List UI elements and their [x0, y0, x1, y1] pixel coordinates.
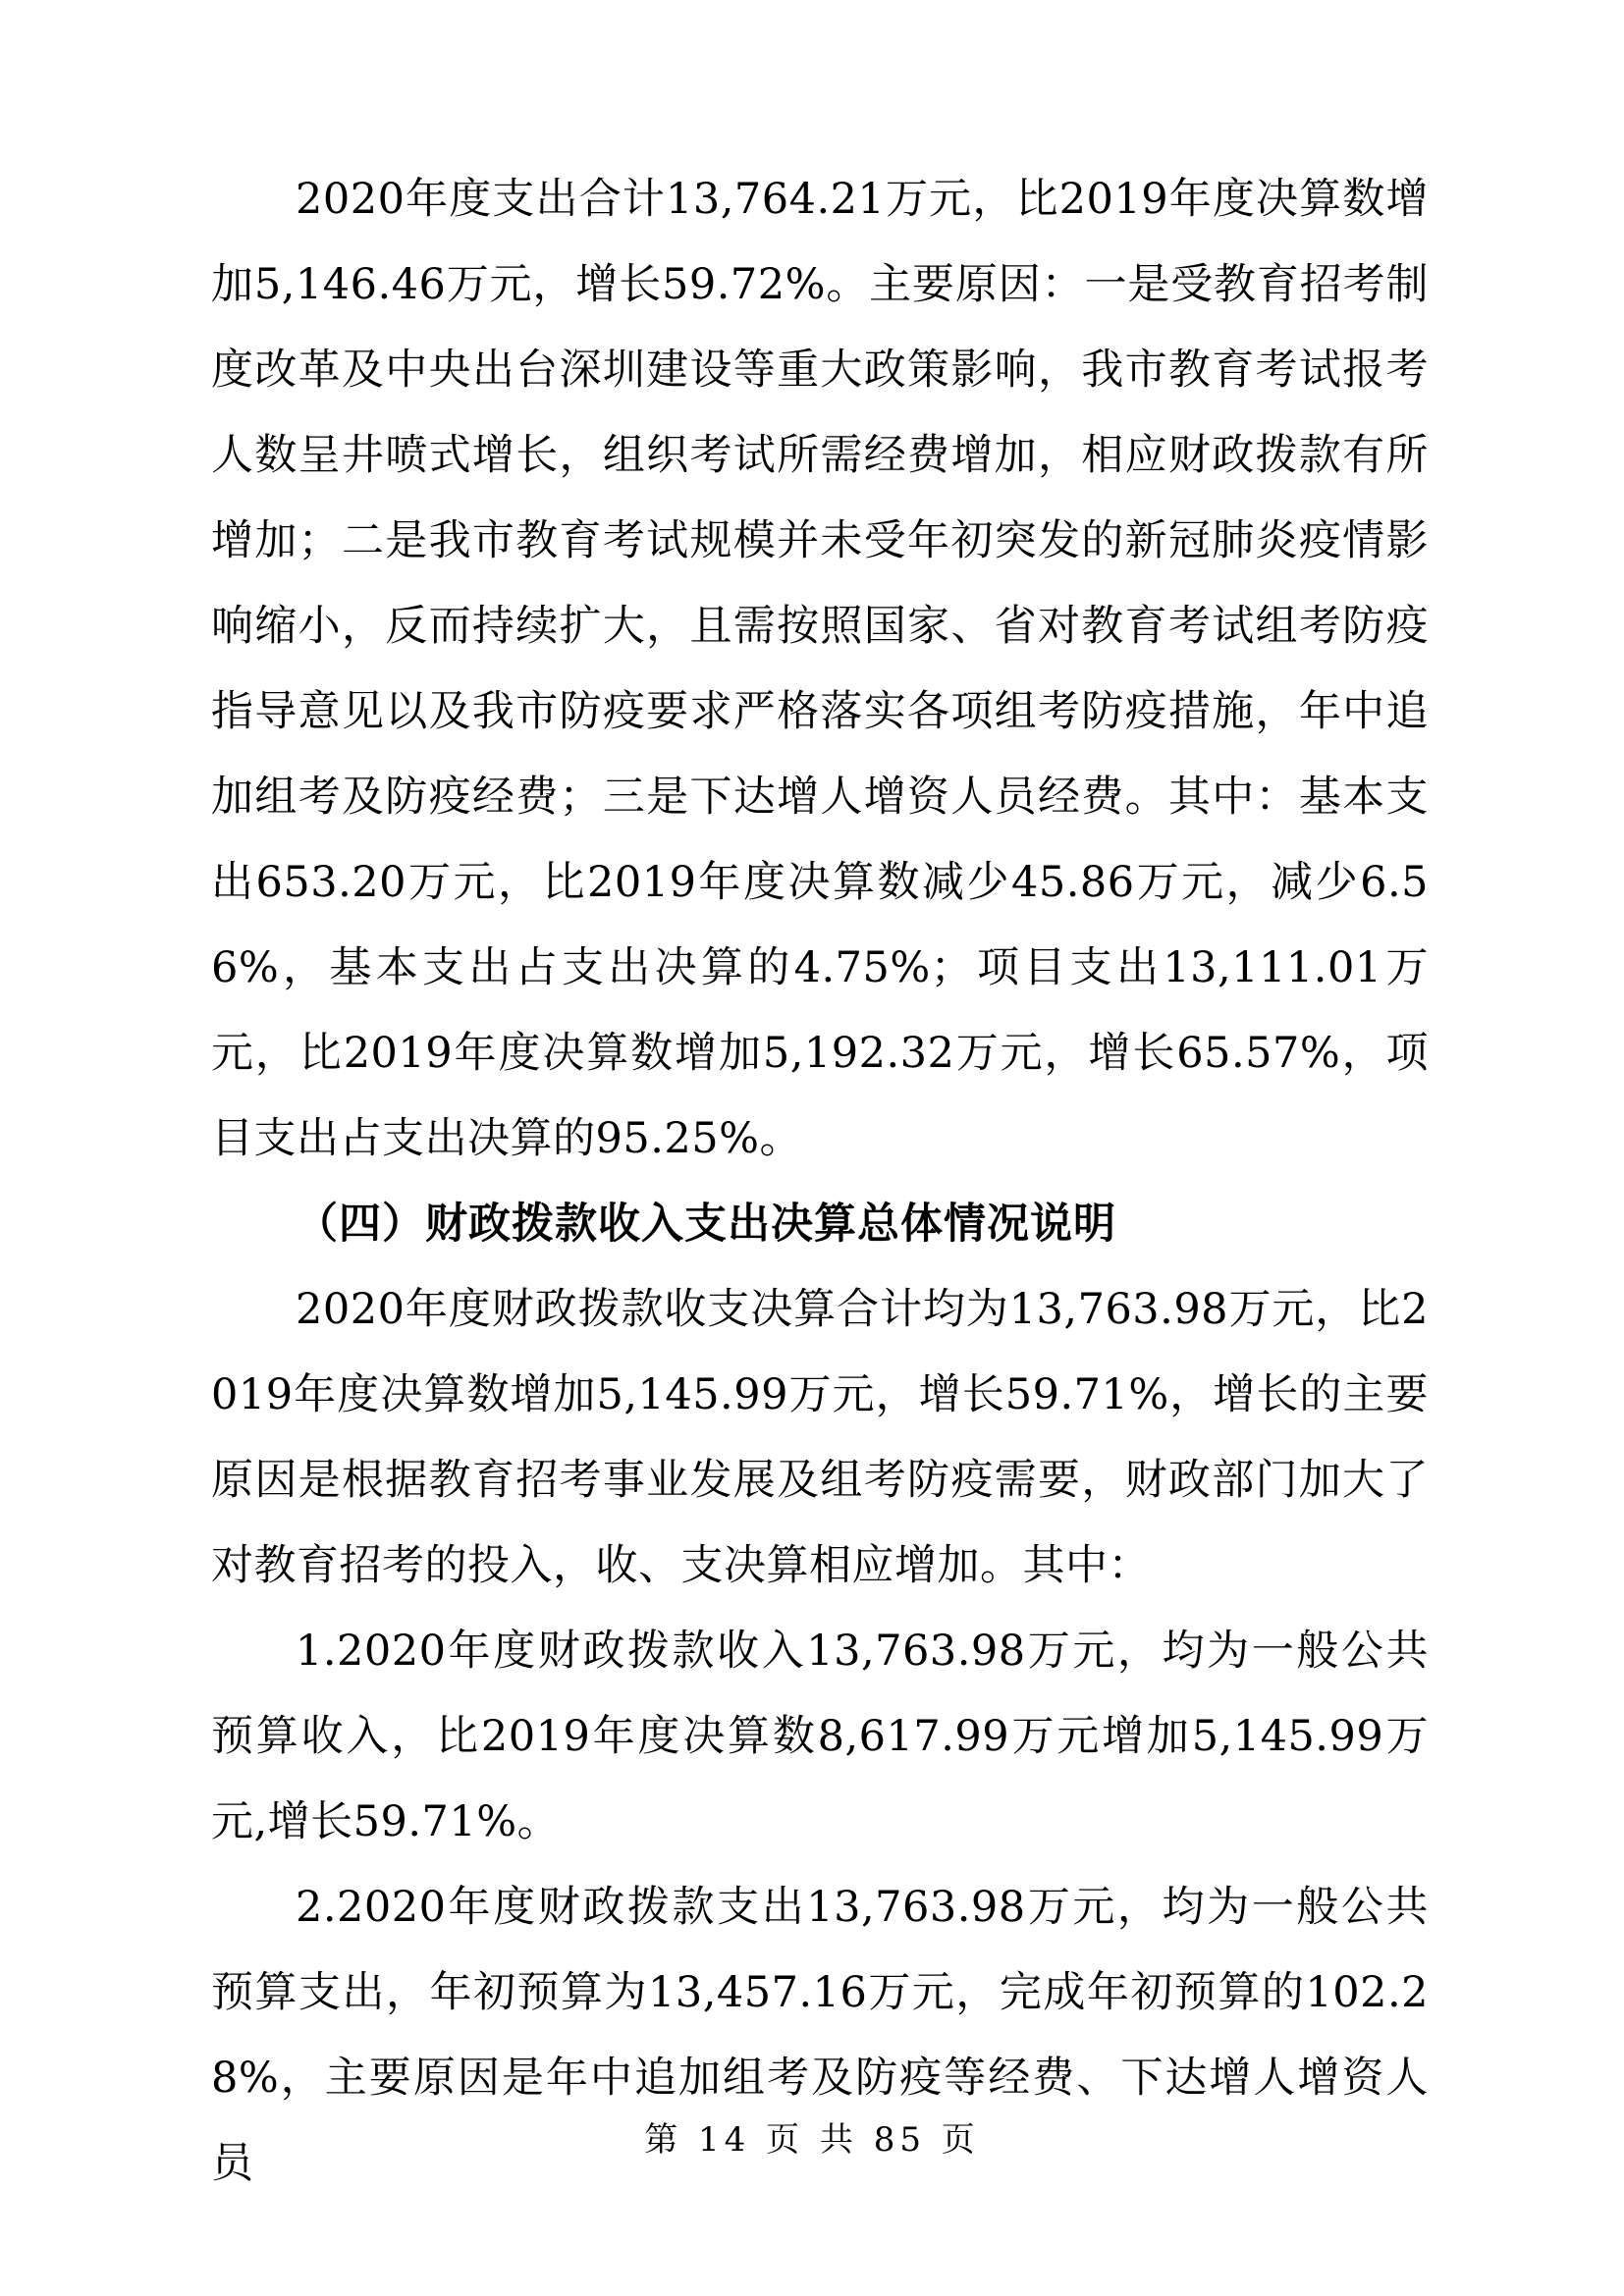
- section-heading-four: （四）财政拨款收入支出决算总体情况说明: [296, 1200, 1116, 1249]
- paragraph-item-1-fiscal-revenue: 1.2020年度财政拨款收入13,763.98万元，均为一般公共预算收入，比2019年度决算数8,617.99万元增加5,145.99万元,增长59.71%。: [211, 1627, 1429, 1846]
- page-footer: 第 14 页 共 85 页: [644, 2120, 980, 2160]
- paragraph-item-2-fiscal-expenditure: 2.2020年度财政拨款支出13,763.98万元，均为一般公共预算支出，年初预算为13,457.16万元，完成年初预算的102.28%，主要原因是年中追加组考及防疫等经费、下达增人增资人员: [211, 1883, 1429, 2188]
- paragraph-fiscal-appropriation-total: 2020年度财政拨款收支决算合计均为13,763.98万元，比2019年度决算数增加5,145.99万元，增长59.71%，增长的主要原因是根据教育招考事业发展及组考防疫需要，财政部门加大了对教育招考的投入，收、支决算相应增加。其中：: [211, 1285, 1429, 1590]
- paragraph-expenditure-summary: 2020年度支出合计13,764.21万元，比2019年度决算数增加5,146.46万元，增长59.72%。主要原因：一是受教育招考制度改革及中央出台深圳建设等重大政策影响，我市教育考试报考人数呈井喷式增长，组织考试所需经费增加，相应财政拨款有所增加；二是我市教育考试规模并未受年初突发的新冠肺炎疫情影响缩小，反而持续扩大，且需按照国家、省对教育考试组考防疫指导意见以及我市防疫要求严格落实各项组考防疫措施，年中追加组考及防疫经费；三是下达增人增资人员经费。其中：基本支出653.20万元，比2019年度决算数减少45.86万元，减少6.56%，基本支出占支出决算的4.75%；项目支出13,111.01万元，比2019年度决算数增加5,192.32万元，增长65.57%，项目支出占支出决算的95.25%。: [211, 175, 1429, 1163]
- page-content: [211, 157, 1429, 2207]
